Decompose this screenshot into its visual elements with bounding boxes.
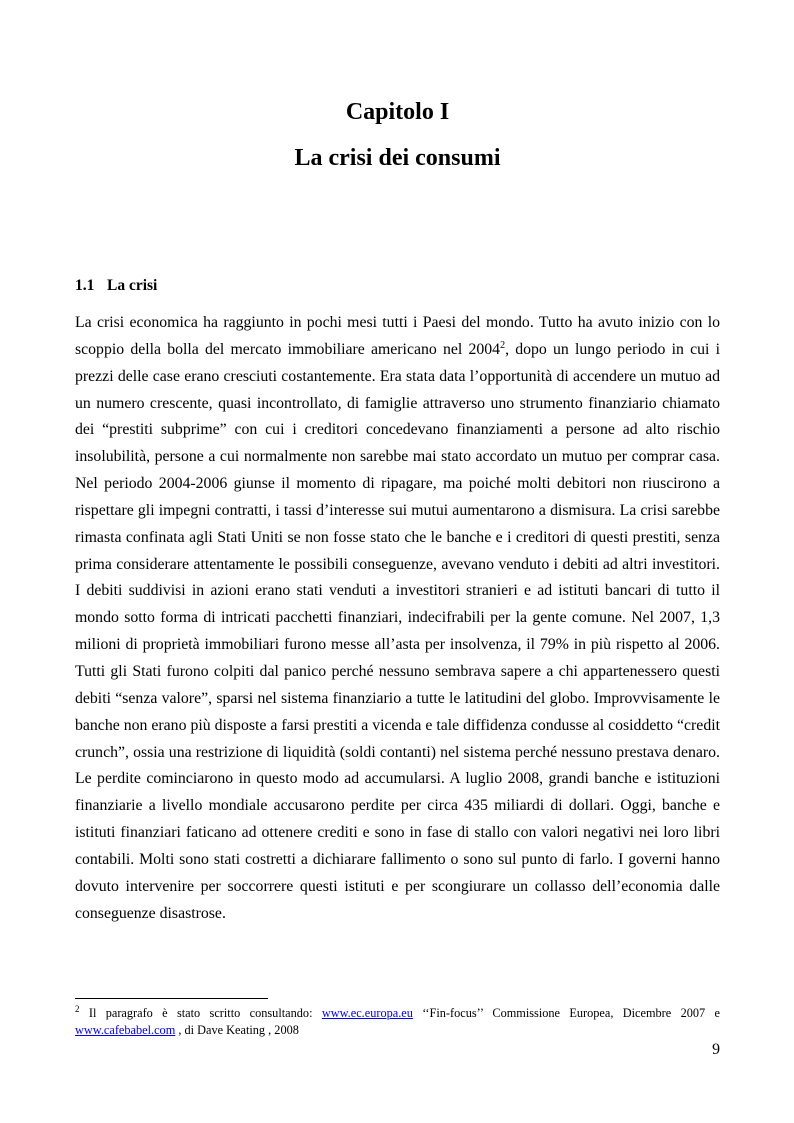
footnote-link-ec-europa[interactable]: www.ec.europa.eu — [321, 1006, 413, 1020]
footnote-text-before: Il paragrafo è stato scritto consultando: — [79, 1006, 322, 1020]
footnote-divider — [75, 998, 268, 999]
body-text-part1: La crisi economica ha raggiunto in pochi mesi tutti i Paesi del mondo. Tutto ha avuto inizio con lo scoppio della bolla del mercato immobiliare americano nel 2004 — [75, 314, 720, 358]
chapter-number: Capitolo I — [345, 99, 450, 125]
footnote-text-middle: ‘‘Fin-focus’’ Commissione Europea, Dicembre 2007 e — [412, 1006, 720, 1020]
footnote-number: 2 — [75, 1004, 80, 1014]
footnote-text-after: , di Dave Keating , 2008 — [175, 1023, 299, 1037]
body-paragraph — [75, 310, 720, 927]
section-heading — [75, 276, 157, 296]
footnote-reference: 2 — [500, 339, 506, 351]
section-number: 1.1 — [75, 277, 95, 294]
section-title: La crisi — [107, 277, 158, 294]
footnote-link-cafebabel[interactable]: www.cafebabel.com — [75, 1023, 176, 1037]
chapter-title: La crisi dei consumi — [294, 145, 501, 171]
body-text-part2: , dopo un lungo periodo in cui i prezzi delle case erano cresciuti costantemente. Era stata data l’opportunità di accendere un mutuo ad un numero crescente, quasi incontrollato, di famiglie attraverso uno strumento finanziario chiamato dei “prestiti subprime” con cui i creditori concedevano finanziamenti a persone ad alto rischio insolubilità, persone a cui normalmente non sarebbe mai stato accordato un mutuo per comprar casa. Nel periodo 2004-2006 giunse il momento di ripagare, ma poiché molti debitori non riuscirono a rispettare gli impegni contratti, i tassi d’interesse sui mutui aumentarono a dismisura. La crisi sarebbe rimasta confinata agli Stati Uniti se non fosse stato che le banche e i creditori di questi prestiti, senza prima considerare attentamente le possibili conseguenze, avevano venduto i debiti ad altri investitori. I debiti suddivisi in azioni erano stati venduti a investitori stranieri e ad istituti bancari di tutto il mondo sotto forma di intricati pacchetti finanziari, indecifrabili per la gente comune. Nel 2007, 1,3 milioni di proprietà immobiliari furono messe all’asta per insolvenza, il 79% in più rispetto al 2006. Tutti gli Stati furono colpiti dal panico perché nessuno sembrava sapere a chi appartenessero questi debiti “senza valore”, sparsi nel sistema finanziario a tutte le latitudini del globo. Improvvisamente le banche non erano più disposte a farsi prestiti a vicenda e tale diffidenza condusse al cosiddetto “credit crunch”, ossia una restrizione di liquidità (soldi contanti) nel sistema perché nessuno prestava denaro. Le perdite cominciarono in questo modo ad accumularsi. A luglio 2008, grandi banche e istituzioni finanziarie a livello mondiale accusarono perdite per circa 435 miliardi di dollari. Oggi, banche e istituti finanziari faticano ad ottenere crediti e sono in fase di stallo con valori negativi nei loro libri contabili. Molti sono stati costretti a dichiarare fallimento o sono sul punto di farlo. I governi hanno dovuto intervenire per soccorrere questi istituti e per scongiurare un collasso dell’economia dalle conseguenze disastrose. — [75, 340, 720, 922]
page-number: 9 — [712, 1041, 720, 1058]
footnote — [75, 1005, 720, 1039]
